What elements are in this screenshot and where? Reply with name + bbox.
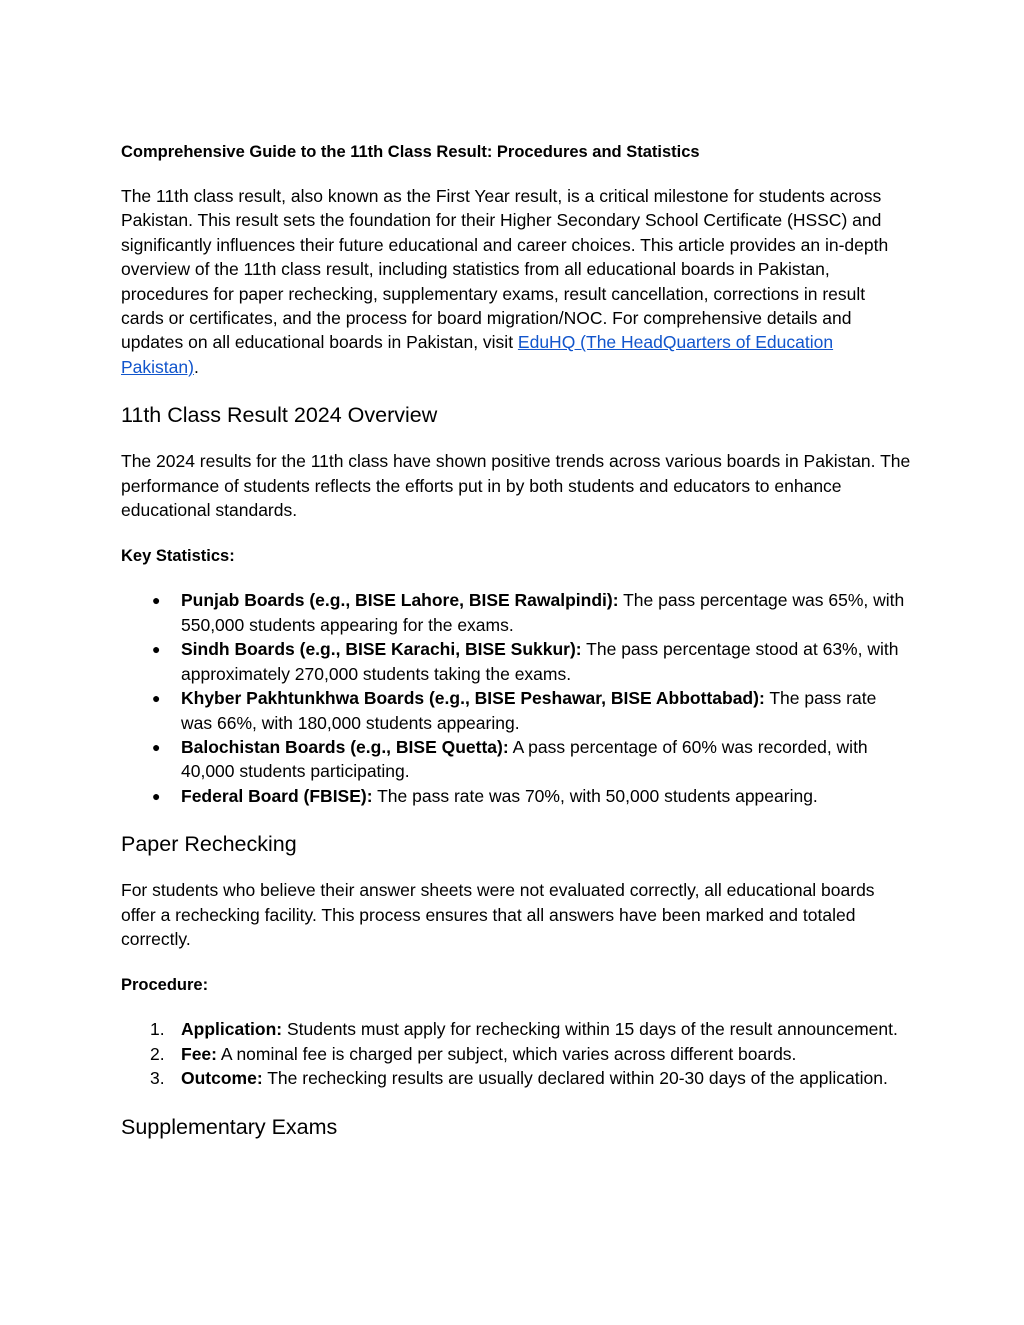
list-item bbox=[121, 1042, 911, 1066]
step-label: Outcome: bbox=[181, 1068, 263, 1089]
list-item bbox=[121, 637, 911, 686]
step-number: 3. bbox=[150, 1068, 165, 1089]
step-label: Application: bbox=[181, 1019, 283, 1040]
board-stat: The pass rate was 70%, with 50,000 students appearing. bbox=[372, 785, 818, 806]
procedure-label: Procedure: bbox=[121, 976, 209, 995]
intro-text: The 11th class result, also known as the First Year result, is a critical milestone for students across Pakistan. This result sets the foundation for their Higher Secondary School Certificate (HSSC) and significantly influences their future educational and career choices. This article provides an in-depth overview of the 11th class result, including statistics from all educational boards in Pakistan, procedures for paper rechecking, supplementary exams, result cancellation, corrections in result cards or certificates, and the process for board migration/NOC. For comprehensive details and updates on all educational boards in Pakistan, visit bbox=[121, 186, 889, 353]
step-text: The rechecking results are usually declared within 20-30 days of the application. bbox=[262, 1068, 888, 1089]
step-number: 1. bbox=[150, 1019, 165, 1040]
board-stat: The pass percentage was 65%, with 550,000 students appearing for the exams. bbox=[181, 590, 905, 635]
list-item bbox=[121, 686, 911, 735]
step-label: Fee: bbox=[181, 1043, 217, 1064]
overview-heading: 11th Class Result 2024 Overview bbox=[121, 403, 438, 428]
eduhq-link[interactable]: EduHQ (The HeadQuarters of Education Pakistan) bbox=[121, 332, 834, 377]
overview-paragraph: The 2024 results for the 11th class have shown positive trends across various boards in Pakistan. The performance of students reflects the efforts put in by both students and educators to enhance educational standards. bbox=[121, 451, 911, 521]
board-name: Punjab Boards (e.g., BISE Lahore, BISE Rawalpindi): bbox=[181, 590, 619, 611]
list-item bbox=[121, 784, 911, 808]
step-number: 2. bbox=[150, 1043, 165, 1064]
rechecking-paragraph: For students who believe their answer sheets were not evaluated correctly, all educational boards offer a rechecking facility. This process ensures that all answers have been marked and totaled correctly. bbox=[121, 880, 875, 949]
board-name: Federal Board (FBISE): bbox=[181, 785, 373, 806]
step-text: Students must apply for rechecking within 15 days of the result announcement. bbox=[282, 1019, 898, 1040]
intro-paragraph bbox=[121, 184, 911, 379]
bullet-icon: ● bbox=[152, 787, 161, 804]
document-title: Comprehensive Guide to the 11th Class Result: Procedures and Statistics bbox=[121, 143, 700, 161]
bullet-icon: ● bbox=[152, 592, 161, 609]
list-item bbox=[121, 735, 911, 784]
supplementary-heading: Supplementary Exams bbox=[121, 1114, 338, 1139]
document-page bbox=[121, 140, 911, 1161]
bullet-icon: ● bbox=[152, 641, 161, 658]
bullet-icon: ● bbox=[152, 738, 161, 755]
procedure-list bbox=[121, 1017, 911, 1090]
intro-end: . bbox=[193, 356, 199, 377]
bullet-icon: ● bbox=[152, 690, 161, 707]
board-name: Balochistan Boards (e.g., BISE Quetta): bbox=[181, 736, 509, 757]
board-stat: A pass percentage of 60% was recorded, with 40,000 students participating. bbox=[181, 736, 868, 782]
board-stat: The pass percentage stood at 63%, with approximately 270,000 students taking the exams. bbox=[181, 639, 899, 684]
statistics-list bbox=[121, 588, 911, 808]
step-text: A nominal fee is charged per subject, which varies across different boards. bbox=[216, 1043, 797, 1064]
key-statistics-label: Key Statistics: bbox=[121, 547, 235, 566]
board-name: Khyber Pakhtunkhwa Boards (e.g., BISE Peshawar, BISE Abbottabad): bbox=[181, 688, 765, 709]
list-item bbox=[121, 1017, 911, 1041]
rechecking-heading: Paper Rechecking bbox=[121, 832, 297, 857]
list-item bbox=[121, 1066, 911, 1090]
board-stat: The pass rate was 66%, with 180,000 students appearing. bbox=[181, 688, 877, 733]
list-item bbox=[121, 588, 911, 637]
board-name: Sindh Boards (e.g., BISE Karachi, BISE Sukkur): bbox=[181, 639, 582, 660]
